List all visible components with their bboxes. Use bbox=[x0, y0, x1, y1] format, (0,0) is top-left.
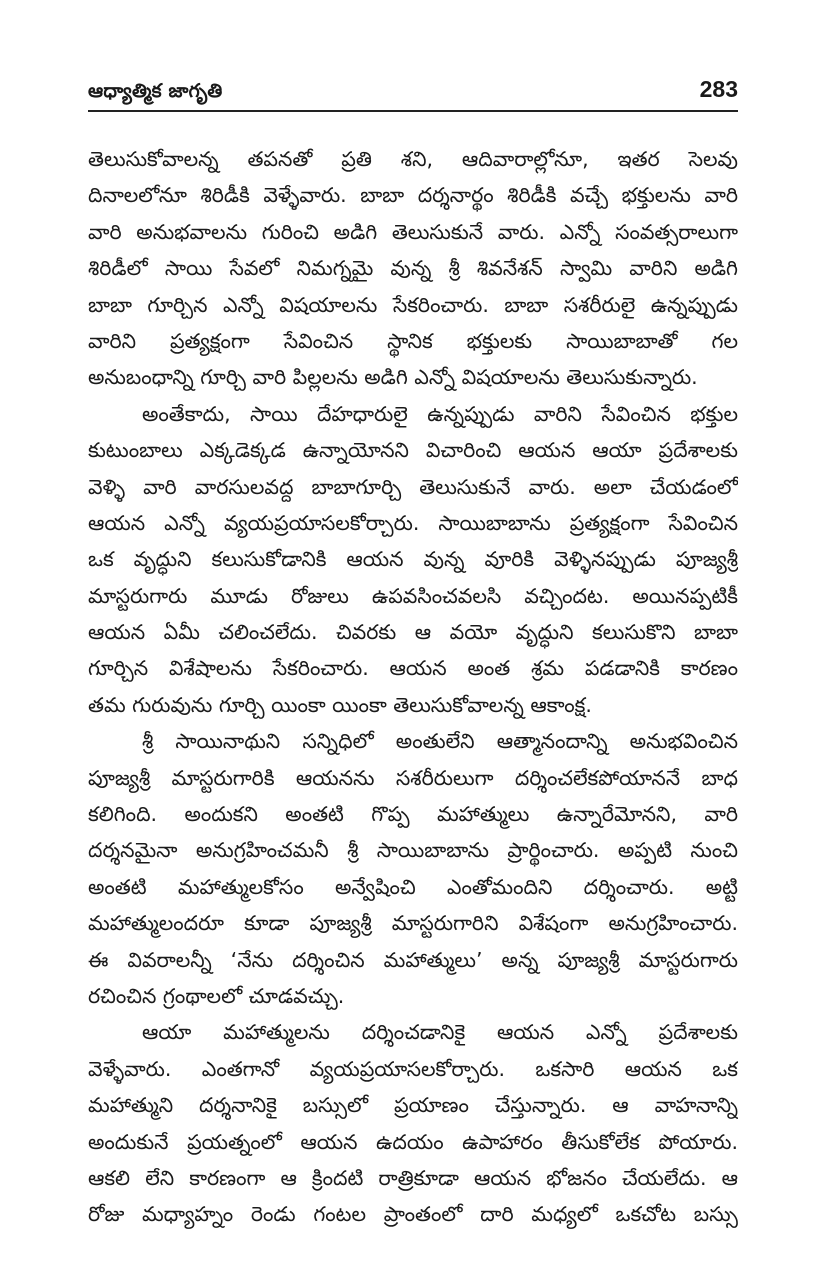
text-line: దినాలలోనూ శిరిడీకి వెళ్ళేవారు. బాబా దర్శనార్థం శిరిడీకి వచ్చే భక్తులను వారి bbox=[88, 183, 738, 208]
paragraph-last-line: తమ గురువును గూర్చి యింకా యింకా తెలుసుకోవాలన్న ఆకాంక్ష. bbox=[88, 692, 592, 717]
text-line: కలిగింది. అందుకని అంతటి గొప్ప మహాత్ములు ఉన్నారేమోనని, వారి bbox=[88, 802, 738, 827]
text-line: కుటుంబాలు ఎక్కడెక్కడ ఉన్నాయోనని విచారించి ఆయన ఆయా ప్రదేశాలకు bbox=[88, 438, 738, 463]
text-line: ఆకలి లేని కారణంగా ఆ క్రిందటి రాత్రికూడా ఆయన భోజనం చేయలేదు. ఆ bbox=[88, 1165, 738, 1190]
text-line: మహాత్ముని దర్శనానికై బస్సులో ప్రయాణం చేస్తున్నారు. ఆ వాహనాన్ని bbox=[88, 1093, 738, 1118]
text-line: అందుకునే ప్రయత్నంలో ఆయన ఉదయం ఉపాహారం తీసుకోలేక పోయారు. bbox=[88, 1129, 738, 1154]
text-line: ఈ వివరాలన్నీ ‘నేను దర్శించిన మహాత్ములు’ అన్న పూజ్యశ్రీ మాస్టరుగారు bbox=[88, 947, 738, 972]
body-text bbox=[88, 141, 738, 1233]
text-line: గూర్చిన విశేషాలను సేకరించారు. ఆయన అంత శ్రమ పడడానికి కారణం bbox=[88, 656, 738, 681]
paragraph-first-line: శ్రీ సాయినాథుని సన్నిధిలో అంతులేని ఆత్మానందాన్ని అనుభవించిన bbox=[142, 729, 738, 754]
text-line: మహాత్ములందరూ కూడా పూజ్యశ్రీ మాస్టరుగారిని విశేషంగా అనుగ్రహించారు. bbox=[88, 911, 738, 936]
paragraph-last-line: అనుబంధాన్ని గూర్చి వారి పిల్లలను అడిగి ఎన్నో విషయాలను తెలుసుకున్నారు. bbox=[88, 365, 698, 390]
text-line: వెళ్ళేవారు. ఎంతగానో వ్యయప్రయాసలకోర్చారు. ఒకసారి ఆయన ఒక bbox=[88, 1056, 738, 1081]
running-header bbox=[88, 78, 738, 108]
text-line: ఆయన ఎన్నో వ్యయప్రయాసలకోర్చారు. సాయిబాబాను ప్రత్యక్షంగా సేవించిన bbox=[88, 510, 738, 535]
text-line: ఒక వృద్ధుని కలుసుకోడానికి ఆయన వున్న వూరికి వెళ్ళినప్పుడు పూజ్యశ్రీ bbox=[88, 547, 738, 572]
text-line: రోజు మధ్యాహ్నం రెండు గంటల ప్రాంతంలో దారి మధ్యలో ఒకచోట బస్సు bbox=[88, 1202, 738, 1227]
text-line: వారి అనుభవాలను గురించి అడిగి తెలుసుకునే వారు. ఎన్నో సంవత్సరాలుగా bbox=[88, 219, 738, 244]
text-line: అంతటి మహాత్ములకోసం అన్వేషించి ఎంతోమందిని దర్శించారు. అట్టి bbox=[88, 874, 738, 899]
text-line: తెలుసుకోవాలన్న తపనతో ప్రతి శని, ఆదివారాల్లోనూ, ఇతర సెలవు bbox=[88, 147, 738, 171]
page-number: 283 bbox=[699, 76, 738, 102]
text-line: మాస్టరుగారు మూడు రోజులు ఉపవసించవలసి వచ్చిందట. అయినప్పటికీ bbox=[88, 583, 738, 608]
text-line: ఆయన ఏమీ చలించలేదు. చివరకు ఆ వయో వృద్ధుని కలుసుకొని బాబా bbox=[88, 620, 738, 645]
running-title: ఆధ్యాత్మిక జాగృతి bbox=[88, 80, 223, 102]
text-line: వెళ్ళి వారి వారసులవద్ద బాబాగూర్చి తెలుసుకునే వారు. అలా చేయడంలో bbox=[88, 474, 738, 499]
text-line: శిరిడీలో సాయి సేవలో నిమగ్నమై వున్న శ్రీ శివనేశన్ స్వామి వారిని అడిగి bbox=[88, 256, 738, 281]
paragraph-first-line: ఆయా మహాత్ములను దర్శించడానికై ఆయన ఎన్నో ప్రదేశాలకు bbox=[142, 1020, 738, 1045]
header-rule bbox=[88, 110, 738, 112]
text-line: పూజ్యశ్రీ మాస్టరుగారికి ఆయనను సశరీరులుగా దర్శించలేకపోయాననే బాధ bbox=[88, 765, 738, 790]
paragraph-last-line: రచించిన గ్రంథాలలో చూడవచ్చు. bbox=[88, 983, 345, 1008]
paragraph-first-line: అంతేకాదు, సాయి దేహధారులై ఉన్నప్పుడు వారిని సేవించిన భక్తుల bbox=[142, 401, 738, 426]
text-line: బాబా గూర్చిన ఎన్నో విషయాలను సేకరించారు. బాబా సశరీరులై ఉన్నప్పుడు bbox=[88, 292, 738, 317]
text-line: దర్శనమైనా అనుగ్రహించమనీ శ్రీ సాయిబాబాను ప్రార్థించారు. అప్పటి నుంచి bbox=[88, 838, 738, 863]
text-line: వారిని ప్రత్యక్షంగా సేవించిన స్థానిక భక్తులకు సాయిబాబాతో గల bbox=[88, 328, 738, 353]
